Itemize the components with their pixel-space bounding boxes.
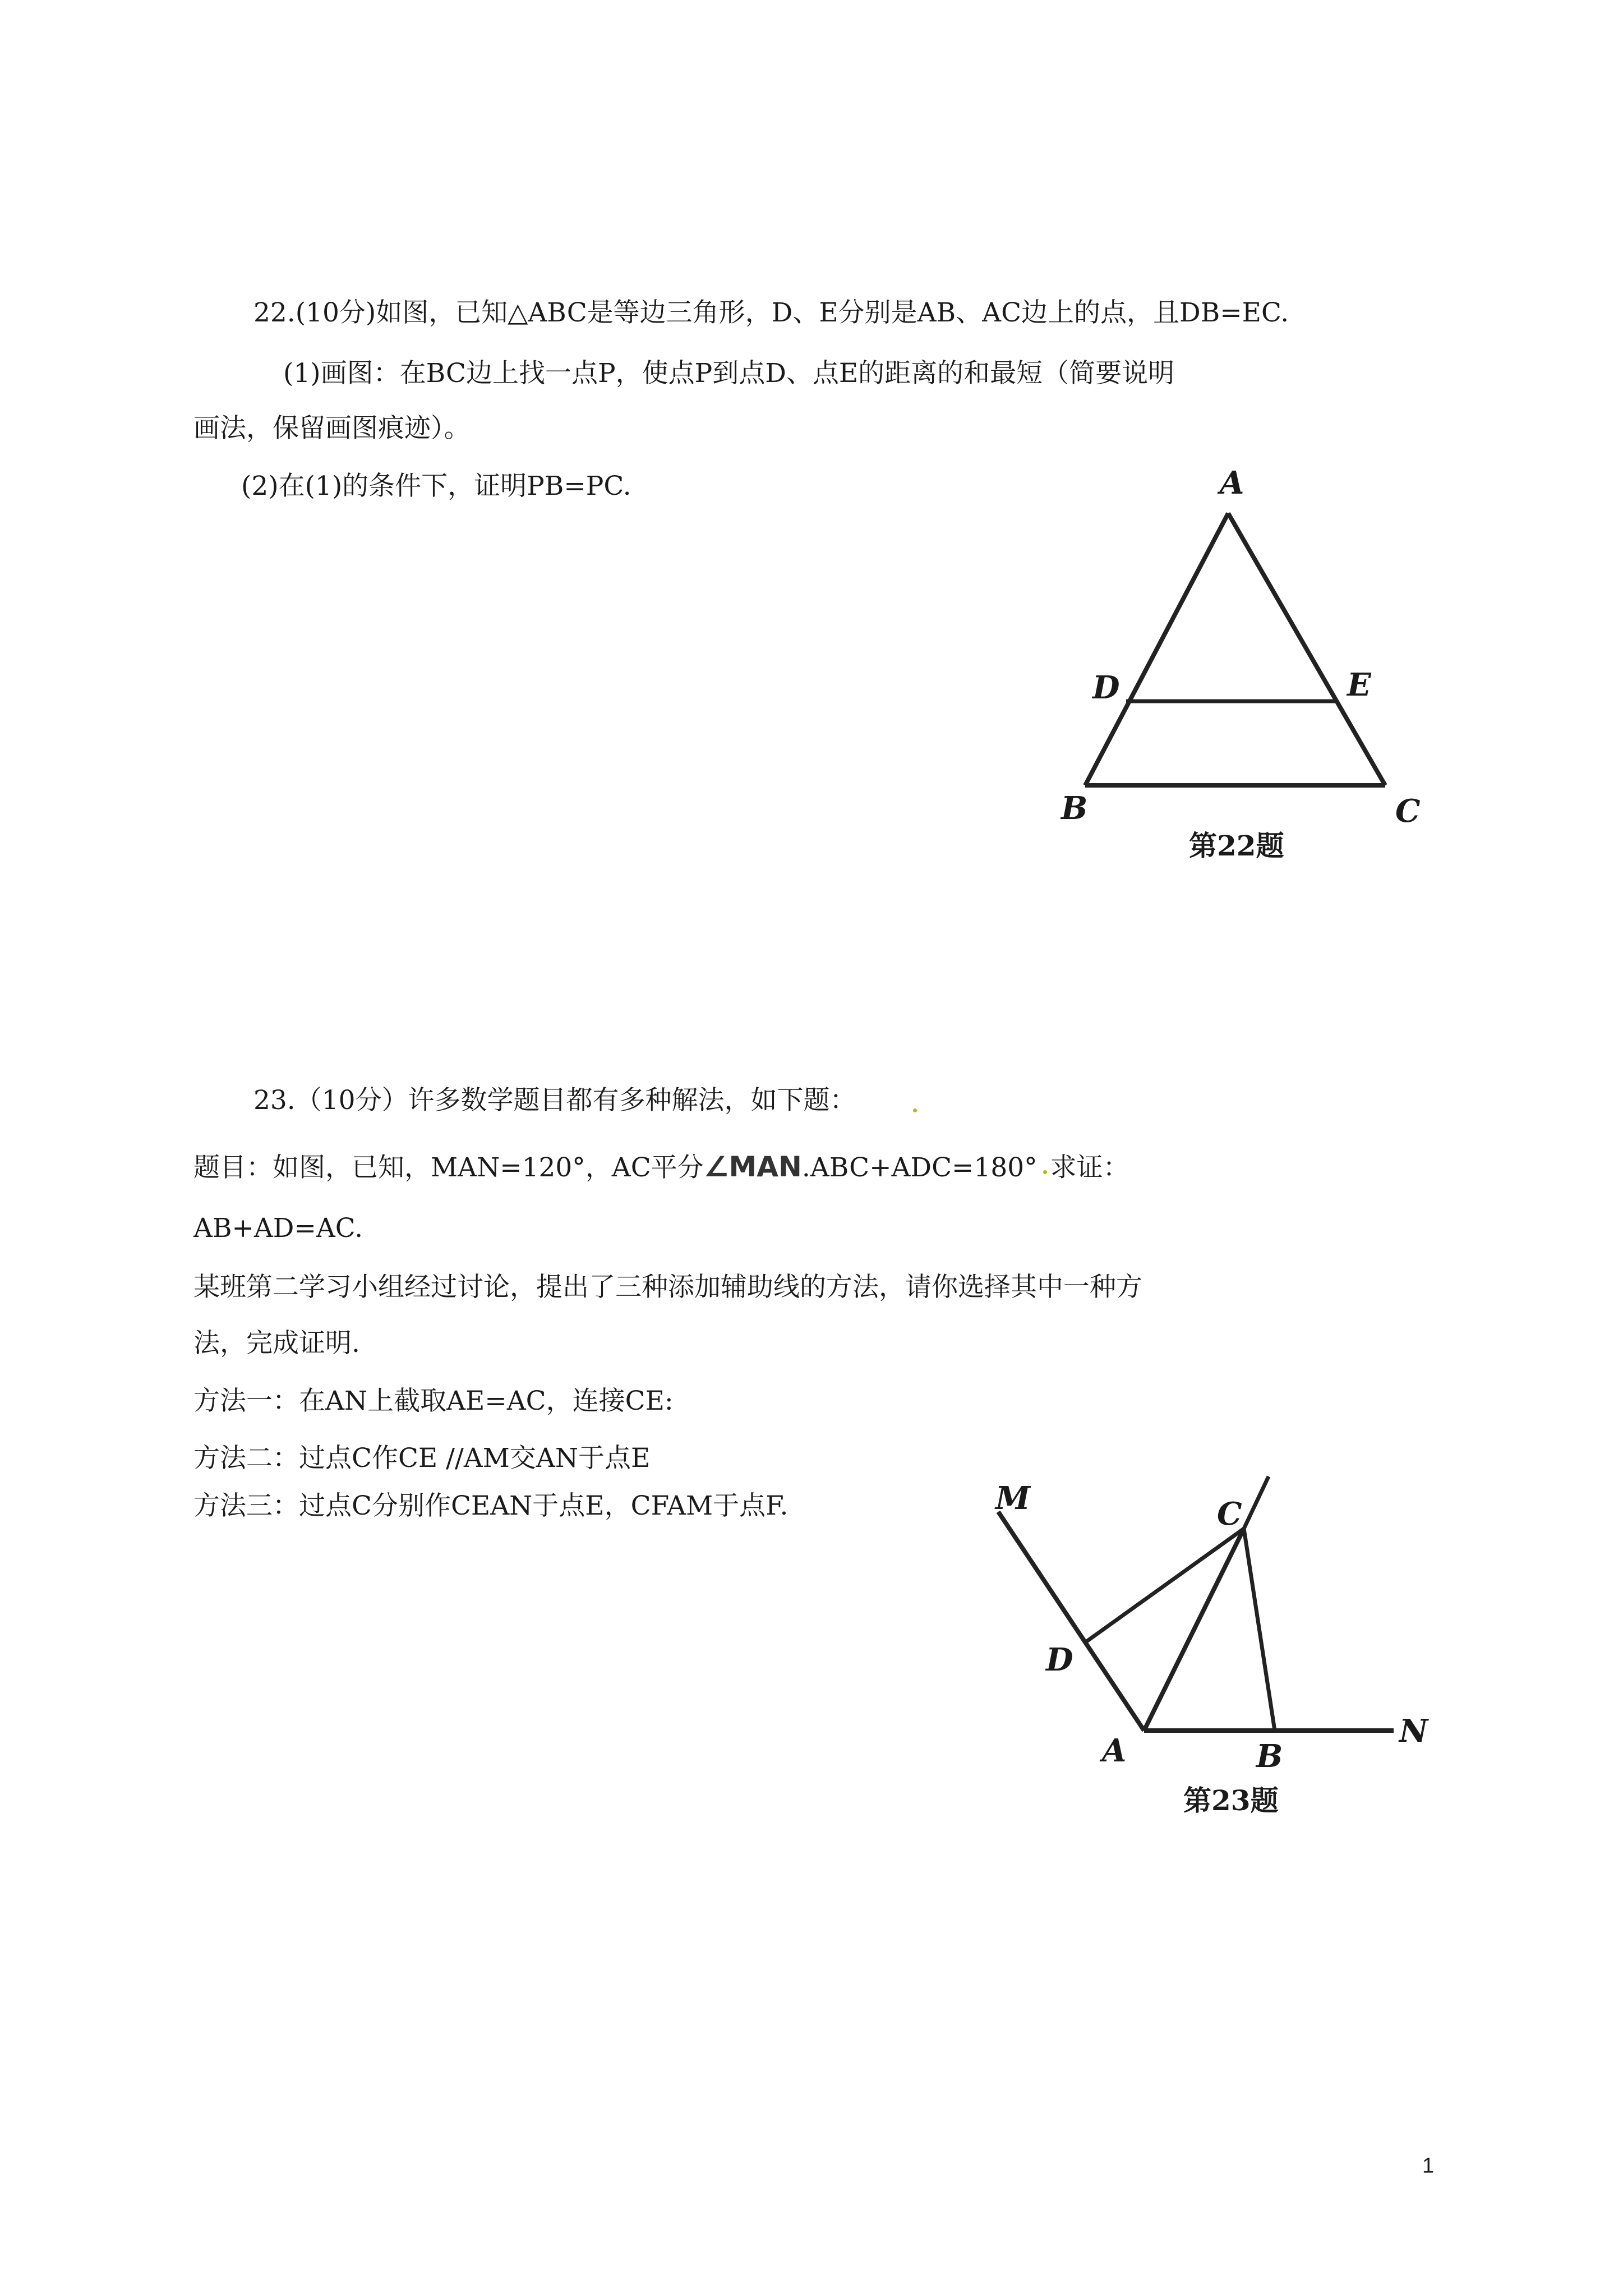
q23-method3: 方法三：过点C分别作CEAN于点E，CFAM于点F. (193, 1490, 789, 1521)
label-e: E (1347, 666, 1371, 703)
q23-discussion-line2: 法，完成证明. (193, 1328, 360, 1359)
q22-part1-line2: 画法，保留画图痕迹）。 (193, 413, 471, 444)
q22-part2: (2)在(1)的条件下，证明PB=PC. (241, 471, 631, 501)
q23-stem: 23.（10分）许多数学题目都有多种解法，如下题： (253, 1085, 856, 1116)
triangle-side-ab (1085, 513, 1228, 785)
yellow-dot-mark-2 (1043, 1170, 1047, 1174)
q22-figure (1021, 460, 1436, 864)
label-b: B (1061, 790, 1088, 827)
label-a: A (1102, 1732, 1127, 1769)
q23-discussion-line1: 某班第二学习小组经过讨论，提出了三种添加辅助线的方法，请你选择其中一种方 (193, 1272, 1142, 1303)
label-c: C (1395, 793, 1421, 830)
label-b: B (1256, 1738, 1283, 1775)
q23-caption: 第23题 (1183, 1784, 1279, 1817)
label-n: N (1399, 1713, 1428, 1750)
q23-problem-part-b: .ABC+ADC=180° (801, 1152, 1038, 1183)
q22-caption: 第22题 (1189, 829, 1284, 862)
yellow-dot-mark (913, 1108, 917, 1112)
segment-ac (1144, 1529, 1244, 1731)
q23-figure (976, 1458, 1481, 1829)
q23-problem-part-c: 求证： (1050, 1152, 1129, 1183)
segment-cb (1244, 1529, 1275, 1731)
segment-dc (1083, 1529, 1244, 1644)
page-number: 1 (1422, 2154, 1435, 2178)
q22-part1-line1: (1)画图：在BC边上找一点P，使点P到点D、点E的距离的和最短（简要说明 (283, 358, 1175, 389)
q23-method1: 方法一：在AN上截取AE=AC，连接CE: (193, 1386, 674, 1416)
q23-problem-part-a: 题目：如图，已知，MAN=120°，AC平分 (193, 1152, 704, 1183)
label-c: C (1217, 1496, 1242, 1533)
q23-method2: 方法二：过点C作CE //AM交AN于点E (193, 1443, 651, 1474)
q22-stem: 22.(10分)如图，已知△ABC是等边三角形，D、E分别是AB、AC边上的点，且DB=EC. (253, 297, 1289, 328)
triangle-side-ac (1228, 513, 1385, 785)
q23-problem-line2: AB+AD=AC. (193, 1213, 363, 1244)
label-d: D (1092, 669, 1120, 706)
angle-man-symbol: ∠MAN (703, 1151, 802, 1183)
ray-am (998, 1512, 1144, 1731)
label-d: D (1046, 1641, 1073, 1678)
segment-c-extension (1244, 1476, 1269, 1529)
label-m: M (995, 1480, 1030, 1517)
q23-problem-line1 (193, 1150, 1129, 1185)
label-a: A (1220, 464, 1244, 501)
